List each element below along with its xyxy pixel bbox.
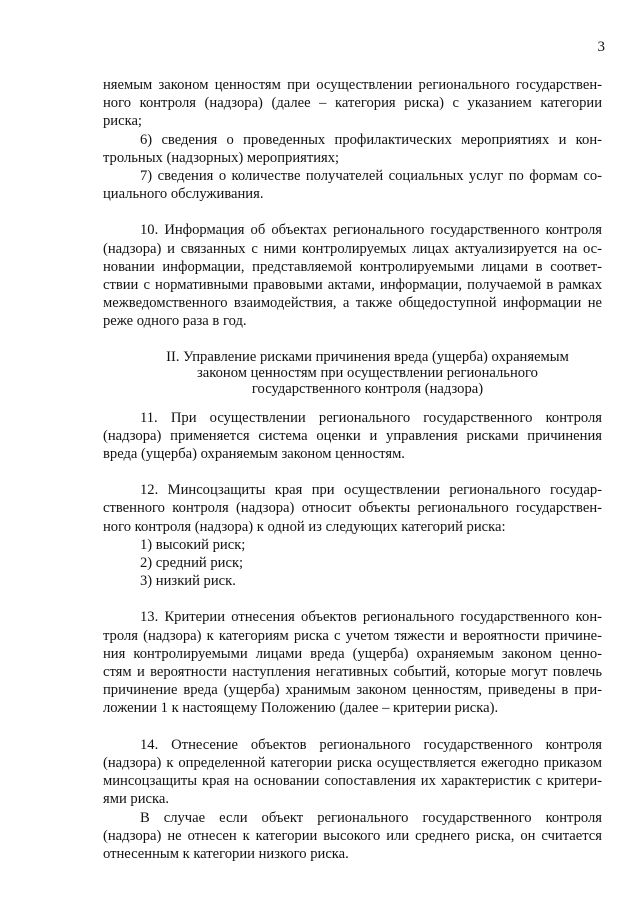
text-line: циального обслуживания.	[103, 186, 264, 203]
text-line: ложении 1 к настоящему Положению (далее – критерии риска).	[103, 700, 499, 717]
text-line: реже одного раза в год.	[103, 313, 247, 330]
text-line: ями риска.	[103, 791, 169, 808]
text-line: вреда (ущерба) охраняемым законом ценностям.	[103, 446, 405, 463]
text-line: 12. Минсоцзащиты края при осуществлении регионального государ-	[140, 482, 602, 499]
text-line: отнесенным к категории низкого риска.	[103, 845, 349, 862]
list-item-6	[103, 131, 602, 167]
heading-line: законом ценностям при осуществлении регионального	[197, 364, 538, 381]
text-line: ного контроля (надзора) (далее – категория риска) с указанием категории	[103, 95, 602, 112]
spacer	[103, 463, 602, 481]
page-number: 3	[597, 39, 605, 55]
text-line: 11. При осуществлении регионального государственного контроля	[140, 409, 602, 426]
list-item-7	[103, 167, 602, 203]
spacer	[103, 203, 602, 221]
text-line: троля (надзора) к категориям риска с учетом тяжести и вероятности причине-	[103, 627, 602, 644]
paragraph-continuation	[103, 76, 602, 131]
paragraph-10	[103, 221, 602, 330]
spacer	[103, 397, 602, 409]
text-line: (надзора) применяется система оценки и управления рисками причинения	[103, 427, 602, 444]
paragraph-14-continuation	[103, 809, 602, 864]
text-line: риска;	[103, 113, 142, 130]
paragraph-14	[103, 736, 602, 809]
text-line: ния контролируемыми лицами вреда (ущерба) охраняемым законом ценно-	[103, 645, 602, 662]
paragraph-11	[103, 409, 602, 464]
text-line: трольных (надзорных) мероприятиях;	[103, 149, 340, 166]
spacer	[103, 718, 602, 736]
list-item: 2) средний риск;	[140, 555, 244, 572]
paragraph-12	[103, 481, 602, 590]
text-line: 10. Информация об объектах регионального государственного контроля	[140, 222, 602, 239]
text-line: (надзора) не отнесен к категории высокого или среднего риска, он считается	[103, 827, 602, 844]
text-line: межведомственного взаимодействия, а также общедоступной информации не	[103, 295, 602, 312]
heading-line: II. Управление рисками причинения вреда (ущерба) охраняемым	[166, 348, 569, 365]
spacer	[103, 590, 602, 608]
text-line: минсоцзащиты края на основании сопоставления их характеристик с критери-	[103, 773, 602, 790]
text-line: няемым законом ценностям при осуществлении регионального государствен-	[103, 77, 602, 93]
list-item: 1) высокий риск;	[140, 536, 246, 553]
spacer	[103, 331, 602, 349]
text-line: (надзора) и связанных с ними контролируемых лицах актуализируется на ос-	[103, 240, 602, 257]
text-line: 6) сведения о проведенных профилактических мероприятиях и кон-	[140, 131, 602, 148]
text-line: причинение вреда (ущерба) хранимым законом ценностям, приведены в при-	[103, 682, 602, 699]
text-line: стям и вероятности наступления негативных событий, которые могут повлечь	[103, 664, 602, 681]
text-line: ствии с нормативными правовыми актами, информации, получаемой в рамках	[103, 277, 602, 294]
text-line: ного контроля (надзора) к одной из следующих категорий риска:	[103, 518, 506, 535]
text-line: ственного контроля (надзора) относит объекты регионального государствен-	[103, 500, 602, 517]
text-line: (надзора) к определенной категории риска осуществляется ежегодно приказом	[103, 754, 602, 771]
section-heading	[103, 349, 602, 397]
text-line: 13. Критерии отнесения объектов регионального государственного кон-	[140, 609, 602, 626]
text-line: новании информации, представляемой контролируемыми лицами в соответ-	[103, 258, 602, 275]
text-line: В случае если объект регионального государственного контроля	[140, 809, 602, 826]
list-item: 3) низкий риск.	[140, 573, 236, 590]
document-body	[103, 76, 602, 863]
heading-line: государственного контроля (надзора)	[251, 380, 484, 397]
text-line: 14. Отнесение объектов регионального государственного контроля	[140, 736, 602, 753]
paragraph-13	[103, 608, 602, 717]
text-line: 7) сведения о количестве получателей социальных услуг по формам со-	[140, 168, 602, 185]
